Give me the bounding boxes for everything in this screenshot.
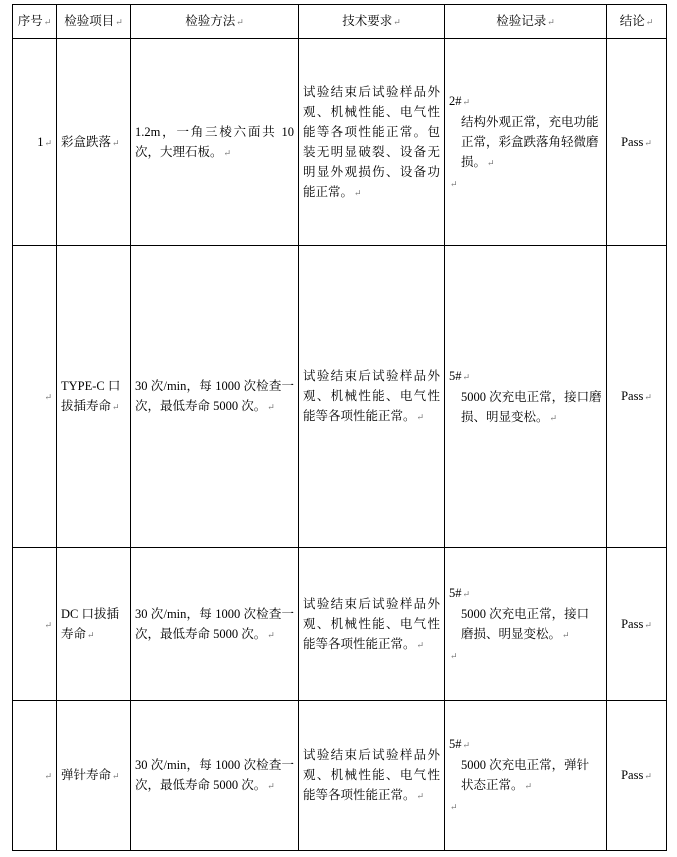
inspection-table — [12, 4, 667, 851]
cell-no: ↵ — [13, 701, 57, 851]
header-requirement: 技术要求↵ — [299, 5, 445, 39]
cell-method: 30 次/min，每 1000 次检查一次，最低寿命 5000 次。↵ — [131, 701, 299, 851]
cell-record: 5#↵ 5000 次充电正常，接口 磨损、明显变松。↵ ↵ — [445, 548, 607, 701]
cell-result: Pass↵ — [607, 701, 667, 851]
record-sample-id: 5# — [449, 368, 462, 383]
header-no: 序号↵ — [13, 5, 57, 39]
cell-result: Pass↵ — [607, 246, 667, 548]
cell-record: 5#↵ 5000 次充电正常，接口磨损、明显变松。↵ — [445, 246, 607, 548]
cell-record: 5#↵ 5000 次充电正常，弹针 状态正常。↵ ↵ — [445, 701, 607, 851]
header-method: 检验方法↵ — [131, 5, 299, 39]
header-record: 检验记录↵ — [445, 5, 607, 39]
cell-requirement: 试验结束后试验样品外观、机械性能、电气性能等各项性能正常。↵ — [299, 548, 445, 701]
cell-item: TYPE-C 口拔插寿命↵ — [57, 246, 131, 548]
table-row — [13, 548, 667, 701]
cell-requirement: 试验结束后试验样品外观、机械性能、电气性能等各项性能正常。↵ — [299, 701, 445, 851]
cell-requirement: 试验结束后试验样品外观、机械性能、电气性能等各项性能正常。↵ — [299, 246, 445, 548]
cell-no: ↵ — [13, 246, 57, 548]
record-sample-id: 5# — [449, 737, 462, 751]
header-result: 结论↵ — [607, 5, 667, 39]
cell-no: 1↵ — [13, 39, 57, 246]
record-sample-id: 2# — [449, 93, 462, 108]
cell-item: DC 口拔插寿命↵ — [57, 548, 131, 701]
cell-item: 彩盒跌落↵ — [57, 39, 131, 246]
cell-item: 弹针寿命↵ — [57, 701, 131, 851]
table-row — [13, 246, 667, 548]
table-header-row — [13, 5, 667, 39]
header-item: 检验项目↵ — [57, 5, 131, 39]
cell-method: 30 次/min，每 1000 次检查一次，最低寿命 5000 次。↵ — [131, 246, 299, 548]
cell-result: Pass↵ — [607, 548, 667, 701]
table-row — [13, 701, 667, 851]
record-sample-id: 5# — [449, 585, 462, 600]
cell-method: 30 次/min，每 1000 次检查一次，最低寿命 5000 次。↵ — [131, 548, 299, 701]
cell-record: 2#↵ 结构外观正常，充电功能正常，彩盒跌落角轻微磨损。↵ ↵ — [445, 39, 607, 246]
table-row — [13, 39, 667, 246]
cell-method: 1.2m，一角三棱六面共 10 次，大理石板。↵ — [131, 39, 299, 246]
cell-result: Pass↵ — [607, 39, 667, 246]
cell-no: ↵ — [13, 548, 57, 701]
cell-requirement: 试验结束后试验样品外观、机械性能、电气性能等各项性能正常。包装无明显破裂、设备无明显外观损伤、设备功能正常。↵ — [299, 39, 445, 246]
